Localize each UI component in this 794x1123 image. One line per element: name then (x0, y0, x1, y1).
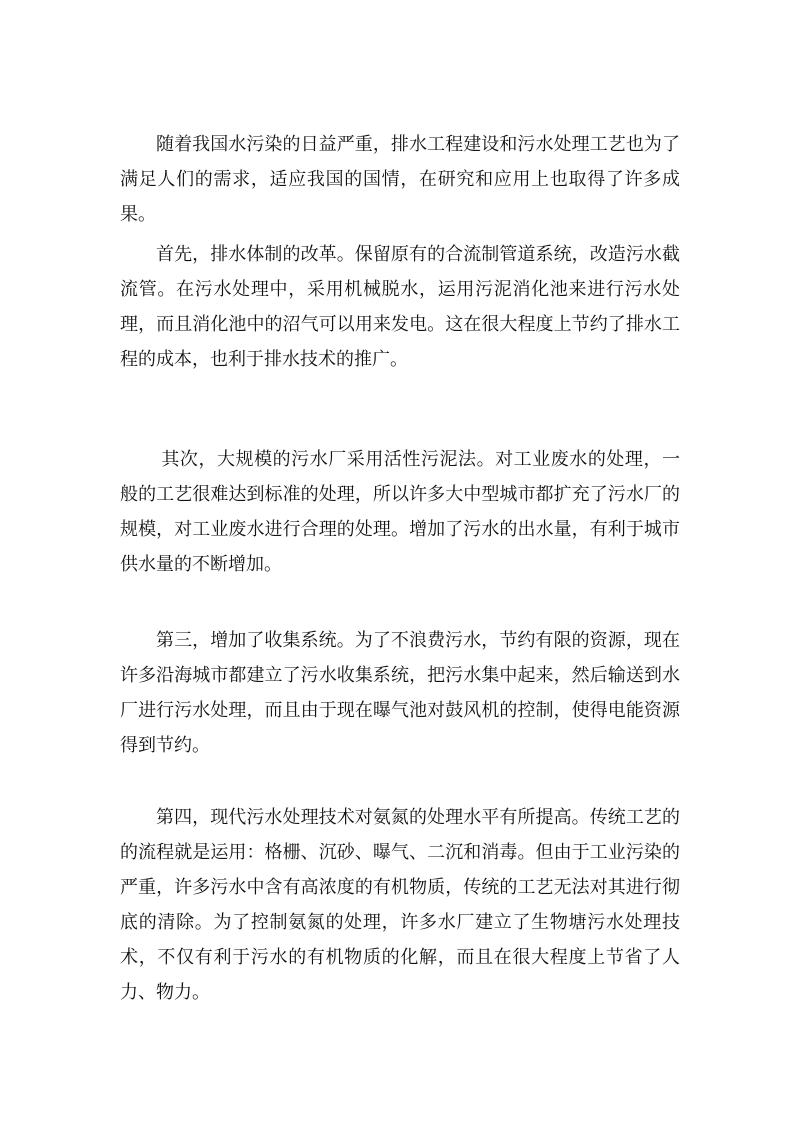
paragraph-second-point: 其次，大规模的污水厂采用活性污泥法。对工业废水的处理，一般的工艺很难达到标准的处理，所以许多大中型城市都扩充了污水厂的规模，对工业废水进行合理的处理。增加了污水的出水量，有利于城市供水量的不断增加。 (120, 449, 680, 575)
paragraph-third-point: 第三，增加了收集系统。为了不浪费污水，节约有限的资源，现在许多沿海城市都建立了污水收集系统，把污水集中起来，然后输送到水厂进行污水处理，而且由于现在曝气池对鼓风机的控制，使得电能资源得到节约。 (120, 630, 680, 756)
paragraph-introduction: 随着我国水污染的日益严重，排水工程建设和污水处理工艺也为了满足人们的需求，适应我国的国情，在研究和应用上也取得了许多成果。 (120, 134, 680, 225)
paragraph-fourth-point: 第四，现代污水处理技术对氨氮的处理水平有所提高。传统工艺的的流程就是运用：格栅、沉砂、曝气、二沉和消毒。但由于工业污染的严重，许多污水中含有高浓度的有机物质，传统的工艺无法对其进行彻底的清除。为了控制氨氮的处理，许多水厂建立了生物塘污水处理技术，不仅有利于污水的有机物质的化解，而且在很大程度上节省了人力、物力。 (120, 807, 680, 1003)
paragraph-first-point: 首先，排水体制的改革。保留原有的合流制管道系统，改造污水截流管。在污水处理中，采用机械脱水，运用污泥消化池来进行污水处理，而且消化池中的沼气可以用来发电。这在很大程度上节约了排水工程的成本，也利于排水技术的推广。 (120, 244, 680, 370)
